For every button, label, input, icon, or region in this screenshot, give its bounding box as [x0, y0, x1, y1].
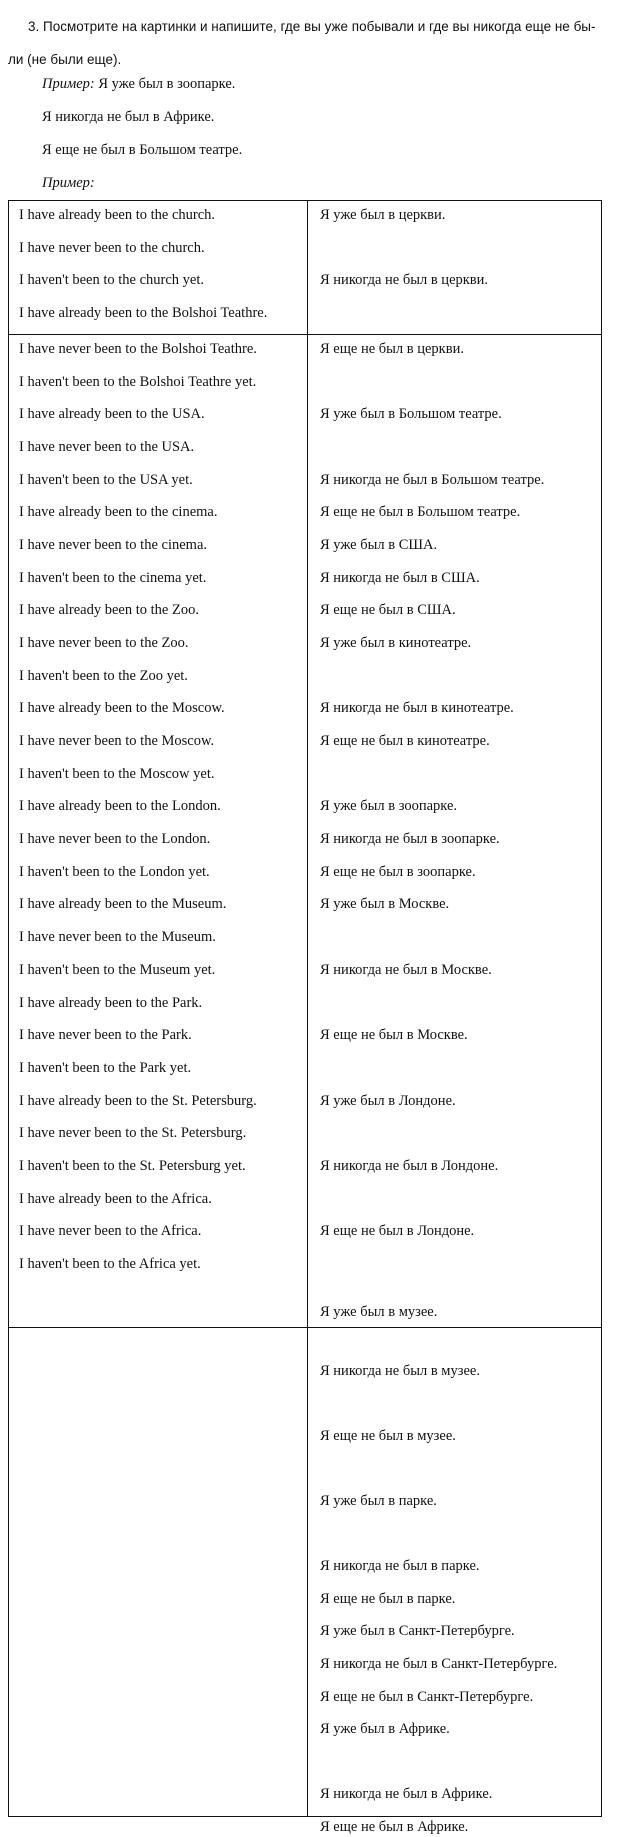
sentence-line: I haven't been to the Zoo yet. [19, 668, 188, 684]
sentence-line: Я еще не был в Москве. [320, 1027, 468, 1043]
sentence-line: I have already been to the USA. [19, 406, 205, 422]
sentence-line: I haven't been to the St. Petersburg yet. [19, 1158, 246, 1174]
sentence-line: I haven't been to the Africa yet. [19, 1256, 201, 1272]
sentence-line: I have never been to the Moscow. [19, 733, 215, 749]
sentence-line: Я еще не был в Санкт-Петербурге. [320, 1689, 534, 1705]
sentence-line: I have already been to the Park. [19, 995, 203, 1011]
sentence-line: Я никогда не был в церкви. [320, 272, 489, 288]
sentence-line: I haven't been to the Museum yet. [19, 962, 216, 978]
sentence-line: I have never been to the USA. [19, 439, 195, 455]
sentence-line: Я никогда не был в Москве. [320, 962, 492, 978]
sentence-line: Я уже был в зоопарке. [320, 798, 458, 814]
sentence-line: Я никогда не был в Африке. [320, 1786, 493, 1802]
sentence-line: I haven't been to the USA yet. [19, 472, 193, 488]
table-row-2 [9, 335, 602, 1328]
table-row-1 [9, 201, 602, 335]
sentence-line: Я уже был в США. [320, 537, 438, 553]
sentence-line: I haven't been to the Park yet. [19, 1060, 192, 1076]
sentence-line: Я еще не был в музее. [320, 1428, 456, 1444]
sentence-line: Я никогда не был в кинотеатре. [320, 700, 514, 716]
task-line-2: ли (не были еще). [8, 52, 122, 67]
sentence-line: Я уже был в Москве. [320, 896, 450, 912]
task-instruction [8, 11, 618, 67]
sentence-line: I have already been to the Moscow. [19, 700, 225, 716]
sentence-line: I have never been to the Zoo. [19, 635, 189, 651]
sentence-line: Я уже был в Санкт-Петербурге. [320, 1623, 515, 1639]
sentence-line: Я еще не был в Лондоне. [320, 1223, 475, 1239]
example-line-3: Я еще не был в Большом театре. [42, 142, 243, 158]
sentence-line: I have already been to the London. [19, 798, 221, 814]
task-line-1: 3. Посмотрите на картинки и напишите, где вы уже побывали и где вы никогда еще не бы- [28, 19, 596, 34]
sentence-line: Я уже был в Африке. [320, 1721, 450, 1737]
sentence-line: Я никогда не был в зоопарке. [320, 831, 500, 847]
example-label: Пример: [42, 76, 95, 92]
sentence-line: Я уже был в парке. [320, 1493, 437, 1509]
sentence-line: I haven't been to the church yet. [19, 272, 204, 288]
sentence-line: I have never been to the St. Petersburg. [19, 1125, 247, 1141]
sentence-line: I have already been to the cinema. [19, 504, 218, 520]
example-sentence: Я уже был в зоопарке. [98, 76, 236, 92]
table-cell-right-1 [308, 201, 602, 335]
table-cell-right-3 [308, 1328, 602, 1835]
sentence-line: Я никогда не был в музее. [320, 1363, 480, 1379]
example-label-2: Пример: [42, 175, 95, 191]
answers-table [8, 200, 602, 1835]
sentence-line: Я уже был в Лондоне. [320, 1093, 456, 1109]
sentence-line: I have never been to the Park. [19, 1027, 192, 1043]
table-cell-right-2 [308, 335, 602, 1328]
sentence-line: Я никогда не был в США. [320, 570, 480, 586]
example-line-1 [42, 76, 235, 93]
sentence-line: I have never been to the Africa. [19, 1223, 202, 1239]
sentence-line: I have never been to the Bolshoi Teathre. [19, 341, 257, 357]
sentence-line: Я еще не был в кинотеатре. [320, 733, 490, 749]
sentence-line: I have already been to the church. [19, 207, 216, 223]
sentence-line: I have never been to the church. [19, 240, 205, 256]
sentence-line: Я никогда не был в Большом театре. [320, 472, 545, 488]
sentence-line: Я никогда не был в Санкт-Петербурге. [320, 1656, 558, 1672]
table-cell-left-1 [9, 201, 308, 335]
sentence-line: Я никогда не был в парке. [320, 1558, 480, 1574]
sentence-line: Я еще не был в парке. [320, 1591, 456, 1607]
sentence-line: I have never been to the London. [19, 831, 211, 847]
sentence-line: I have already been to the Africa. [19, 1191, 212, 1207]
sentence-line: I haven't been to the London yet. [19, 864, 210, 880]
sentence-line: Я уже был в музее. [320, 1304, 438, 1320]
sentence-line: Я уже был в кинотеатре. [320, 635, 472, 651]
sentence-line: I have already been to the St. Petersburg. [19, 1093, 257, 1109]
sentence-line: Я еще не был в Большом театре. [320, 504, 521, 520]
table-cell-left-3 [9, 1328, 308, 1817]
table-cell-left-2 [9, 335, 308, 1328]
sentence-line: Я никогда не был в Лондоне. [320, 1158, 499, 1174]
sentence-line: I have already been to the Museum. [19, 896, 227, 912]
example-line-2: Я никогда не был в Африке. [42, 109, 215, 125]
table-row-3 [9, 1328, 602, 1817]
sentence-line: Я еще не был в церкви. [320, 341, 464, 357]
sentence-line: I have already been to the Bolshoi Teathre. [19, 305, 268, 321]
sentence-line: I have never been to the cinema. [19, 537, 208, 553]
sentence-line: Я еще не был в США. [320, 602, 456, 618]
sentence-line: I haven't been to the Bolshoi Teathre yet. [19, 374, 257, 390]
sentence-line: I have already been to the Zoo. [19, 602, 199, 618]
sentence-line: Я еще не был в Африке. [320, 1819, 469, 1835]
sentence-line: I haven't been to the Moscow yet. [19, 766, 215, 782]
sentence-line: Я еще не был в зоопарке. [320, 864, 476, 880]
sentence-line: Я уже был в Большом театре. [320, 406, 502, 422]
sentence-line: Я уже был в церкви. [320, 207, 446, 223]
sentence-line: I haven't been to the cinema yet. [19, 570, 207, 586]
sentence-line: I have never been to the Museum. [19, 929, 216, 945]
